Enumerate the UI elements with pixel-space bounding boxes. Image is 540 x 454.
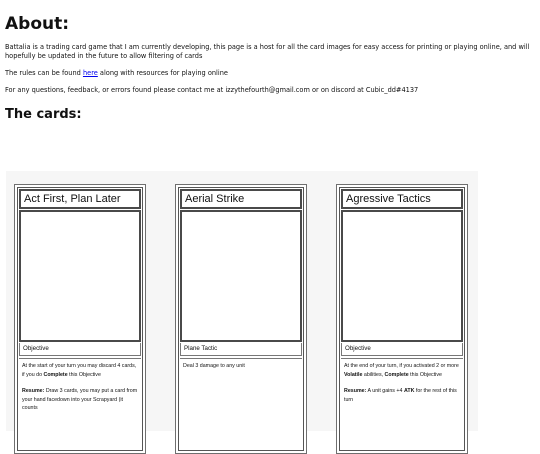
card-title: Aerial Strike [180, 189, 302, 209]
card-act-first-plan-later[interactable] [14, 184, 146, 454]
card-art [341, 210, 463, 342]
card-text-effect: At the end of your turn, if you activated 2 or more Volatile abilities, Complete this Objective [344, 363, 459, 378]
card-text-resume: Resume: Draw 3 cards, you may put a card from your hand facedown into your Scrapyard (it counts [22, 388, 138, 411]
card-gallery [6, 171, 478, 431]
page-content [0, 14, 540, 123]
card-frame [339, 187, 465, 451]
card-type: Objective [341, 343, 463, 356]
about-intro: Battalia is a trading card game that I am currently developing, this page is a host for all the card images for easy access for printing or playing online, and will hopefully be updated in the future to allow filtering of cards [5, 43, 530, 60]
card-text-resume: Resume: A unit gains +4 ATK for the rest of this turn [344, 388, 457, 403]
card-frame [178, 187, 304, 451]
card-text-effect: At the start of your turn you may discard 4 cards, if you do Complete this Objective [22, 363, 137, 378]
card-art [180, 210, 302, 342]
rules-prefix: The rules can be found [5, 69, 83, 77]
cards-heading: The cards: [5, 107, 82, 122]
card-title: Agressive Tactics [341, 189, 463, 209]
card-agressive-tactics[interactable] [336, 184, 468, 454]
card-aerial-strike[interactable] [175, 184, 307, 454]
card-type: Objective [19, 343, 141, 356]
rules-paragraph [5, 69, 535, 78]
card-type: Plane Tactic [180, 343, 302, 356]
contact-paragraph: For any questions, feedback, or errors found please contact me at izzythefourth@gmail.com or on discord at Cubic_dd#4137 [5, 86, 419, 94]
card-frame [17, 187, 143, 451]
card-description [180, 358, 302, 371]
card-description [19, 358, 141, 413]
rules-link[interactable]: here [82, 69, 98, 77]
about-heading: About: [5, 14, 70, 34]
card-description [341, 358, 463, 404]
card-text-effect: Deal 3 damage to any unit [183, 363, 245, 369]
card-title: Act First, Plan Later [19, 189, 141, 209]
rules-suffix: along with resources for playing online [97, 69, 228, 77]
card-art [19, 210, 141, 342]
